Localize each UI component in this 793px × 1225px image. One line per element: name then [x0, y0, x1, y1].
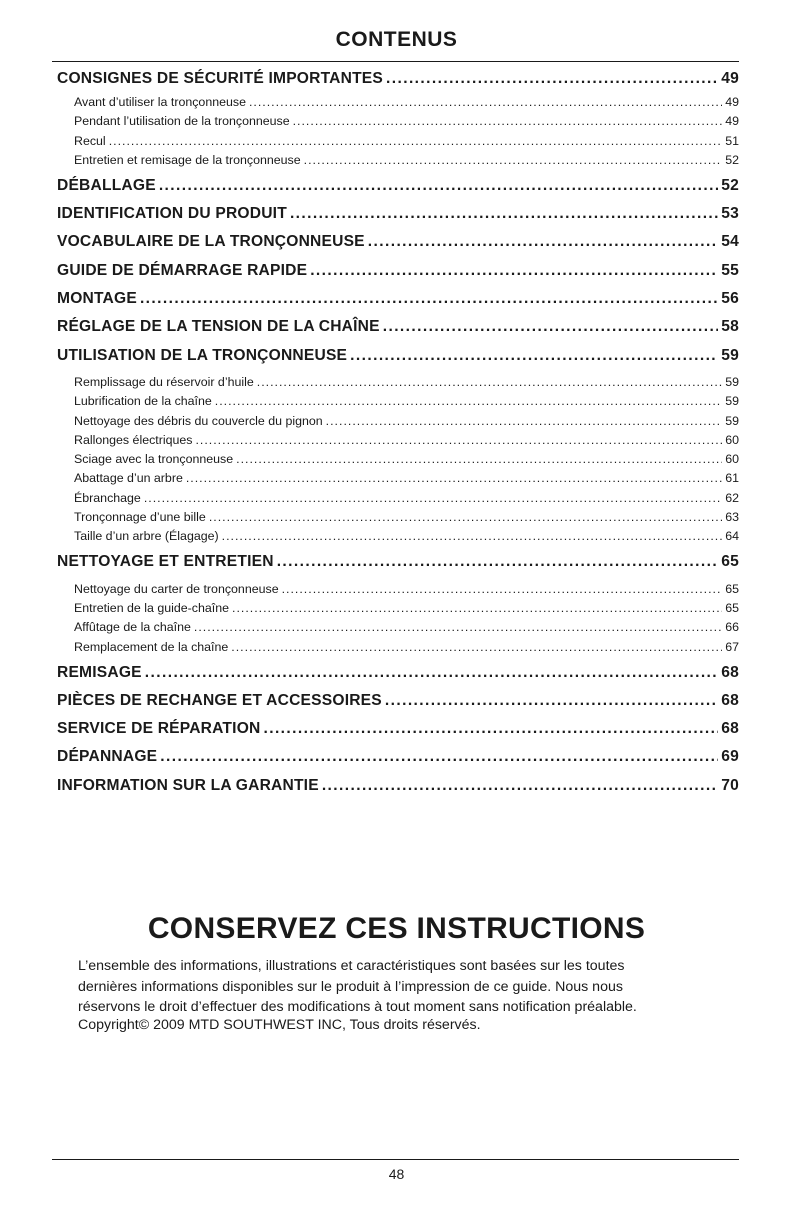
toc-page-number: 70 [721, 776, 739, 794]
dot-leader [368, 233, 718, 251]
toc-subentry-label: Pendant l’utilisation de la tronçonneuse [74, 114, 290, 129]
toc-subentry-label: Sciage avec la tronçonneuse [74, 452, 234, 467]
table-of-contents [57, 70, 739, 805]
toc-section-label: PIÈCES DE RECHANGE ET ACCESSOIRES [57, 691, 382, 709]
toc-subentry [57, 601, 739, 620]
toc-section-label: GUIDE DE DÉMARRAGE RAPIDE [57, 261, 308, 279]
toc-subentry [57, 375, 739, 394]
toc-section-entry [57, 177, 739, 205]
toc-page-number: 66 [725, 620, 739, 635]
toc-subentry [57, 414, 739, 433]
toc-subentry [57, 433, 739, 452]
toc-page-number: 67 [725, 639, 739, 654]
top-divider [52, 61, 739, 62]
toc-subentry-label: Ébranchage [74, 490, 141, 505]
dot-leader [322, 777, 718, 795]
dot-leader [282, 582, 723, 596]
dot-leader [263, 720, 718, 738]
toc-subentry-label: Taille d’un arbre (Élagage) [74, 529, 219, 544]
dot-leader [304, 153, 723, 167]
toc-page-number: 52 [721, 176, 739, 194]
dot-leader [145, 664, 718, 682]
dot-leader [236, 452, 722, 466]
dot-leader [186, 471, 722, 485]
toc-page-number: 62 [725, 490, 739, 505]
toc-section-entry [57, 692, 739, 720]
toc-subentry-label: Abattage d’un arbre [74, 471, 183, 486]
toc-section-entry [57, 748, 739, 776]
toc-section-entry [57, 777, 739, 805]
dot-leader [293, 114, 723, 128]
dot-leader [385, 692, 718, 710]
toc-page-number: 54 [721, 233, 739, 251]
toc-section-label: CONSIGNES DE SÉCURITÉ IMPORTANTES [57, 70, 384, 87]
toc-section-entry [57, 233, 739, 261]
toc-subentry [57, 134, 739, 153]
toc-subentry [57, 471, 739, 490]
toc-page-number: 56 [721, 290, 739, 308]
toc-section-entry [57, 290, 739, 318]
dot-leader [383, 318, 719, 336]
toc-subentry [57, 510, 739, 529]
dot-leader [231, 640, 722, 654]
dot-leader [140, 290, 718, 308]
toc-page-number: 55 [721, 261, 739, 279]
dot-leader [326, 414, 723, 428]
toc-subentry-label: Affûtage de la chaîne [74, 620, 191, 635]
toc-subentry [57, 620, 739, 639]
toc-subentry-label: Rallonges électriques [74, 432, 193, 447]
page-title: CONTENUS [335, 28, 458, 51]
toc-page-number: 68 [721, 691, 739, 709]
toc-page-number: 49 [721, 70, 739, 87]
dot-leader [144, 491, 722, 505]
toc-page-number: 65 [721, 553, 739, 571]
dot-leader [222, 529, 723, 543]
dot-leader [194, 620, 722, 634]
toc-page-number: 59 [725, 394, 739, 409]
dot-leader [109, 134, 723, 148]
toc-page-number: 68 [721, 663, 739, 681]
toc-subentry-label: Remplacement de la chaîne [74, 639, 229, 654]
toc-section-label: UTILISATION DE LA TRONÇONNEUSE [57, 346, 348, 364]
toc-section-entry [57, 553, 739, 581]
toc-page-number: 51 [725, 133, 739, 148]
dot-leader [290, 205, 718, 223]
toc-page-number: 60 [725, 432, 739, 447]
toc-page-number: 49 [725, 95, 739, 109]
toc-subentry-label: Remplissage du réservoir d’huile [74, 374, 254, 389]
toc-page-number: 59 [721, 346, 739, 364]
dot-leader [232, 601, 722, 615]
toc-page-number: 53 [721, 205, 739, 223]
toc-section-entry [57, 262, 739, 290]
dot-leader [257, 375, 722, 389]
toc-section-entry [57, 318, 739, 346]
dot-leader [160, 748, 718, 766]
toc-subentry-label: Nettoyage du carter de tronçonneuse [74, 581, 279, 596]
toc-page-number: 63 [725, 510, 739, 525]
toc-section-entry [57, 70, 739, 95]
dot-leader [277, 553, 719, 571]
toc-section-label: IDENTIFICATION DU PRODUIT [57, 205, 287, 223]
page-number: 48 [388, 1166, 405, 1182]
notice-line: réservons le droit d’effectuer des modifications à tout moment sans notification préalable. [78, 999, 637, 1015]
toc-section-entry [57, 347, 739, 375]
toc-subentry-label: Nettoyage des débris du couvercle du pignon [74, 413, 323, 428]
toc-section-label: VOCABULAIRE DE LA TRONÇONNEUSE [57, 233, 365, 251]
copyright-notice: Copyright© 2009 MTD SOUTHWEST INC, Tous droits réservés. [78, 1017, 481, 1033]
toc-section-label: SERVICE DE RÉPARATION [57, 720, 261, 738]
toc-section-label: NETTOYAGE ET ENTRETIEN [57, 553, 274, 571]
toc-page-number: 49 [725, 114, 739, 129]
toc-section-entry [57, 720, 739, 748]
toc-subentry [57, 153, 739, 177]
bottom-divider [52, 1159, 739, 1160]
toc-section-label: DÉPANNAGE [57, 748, 158, 766]
toc-subentry-label: Tronçonnage d’une bille [74, 510, 206, 525]
toc-page-number: 65 [725, 600, 739, 615]
toc-subentry-label: Entretien de la guide-chaîne [74, 600, 229, 615]
notice-line: dernières informations disponibles sur le produit à l’impression de ce guide. Nous nous [78, 978, 623, 995]
dot-leader [249, 95, 722, 109]
toc-page-number: 65 [725, 581, 739, 596]
dot-leader [386, 70, 718, 88]
toc-subentry [57, 452, 739, 471]
notice-line: L’ensemble des informations, illustrations et caractéristiques sont basées sur les toutes [78, 958, 625, 974]
toc-section-entry [57, 664, 739, 692]
toc-subentry [57, 114, 739, 133]
toc-subentry [57, 529, 739, 553]
toc-page-number: 59 [725, 413, 739, 428]
toc-subentry [57, 95, 739, 114]
toc-subentry [57, 640, 739, 664]
toc-subentry [57, 394, 739, 413]
notice-paragraph [78, 956, 738, 1018]
toc-section-entry [57, 205, 739, 233]
dot-leader [215, 394, 722, 408]
toc-page-number: 58 [721, 318, 739, 336]
toc-page-number: 68 [721, 720, 739, 738]
save-instructions-heading: CONSERVEZ CES INSTRUCTIONS [147, 912, 646, 945]
dot-leader [159, 177, 718, 195]
toc-subentry-label: Avant d’utiliser la tronçonneuse [74, 95, 246, 109]
toc-page-number: 61 [725, 471, 739, 486]
dot-leader [209, 510, 722, 524]
toc-section-label: DÉBALLAGE [57, 176, 156, 194]
toc-subentry [57, 582, 739, 601]
toc-section-label: REMISAGE [57, 663, 142, 681]
toc-page-number: 59 [725, 374, 739, 389]
toc-page-number: 64 [725, 529, 739, 544]
dot-leader [195, 433, 722, 447]
toc-subentry-label: Lubrification de la chaîne [74, 394, 212, 409]
toc-subentry-label: Entretien et remisage de la tronçonneuse [74, 152, 301, 167]
toc-page-number: 52 [725, 152, 739, 167]
toc-section-label: RÉGLAGE DE LA TENSION DE LA CHAÎNE [57, 318, 380, 336]
toc-section-label: MONTAGE [57, 290, 137, 308]
toc-page-number: 69 [721, 748, 739, 766]
toc-page-number: 60 [725, 452, 739, 467]
toc-subentry [57, 491, 739, 510]
toc-section-label: INFORMATION SUR LA GARANTIE [57, 776, 319, 794]
dot-leader [350, 347, 718, 365]
dot-leader [310, 262, 718, 280]
toc-subentry-label: Recul [74, 133, 106, 148]
